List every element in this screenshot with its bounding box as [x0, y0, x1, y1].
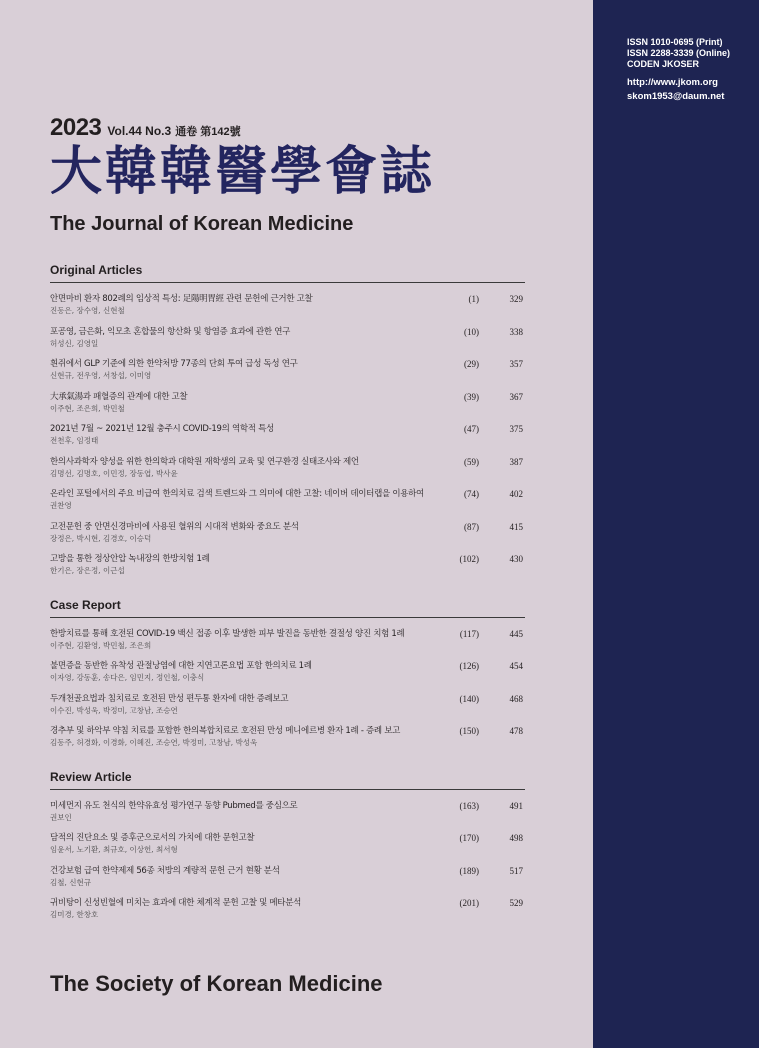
list-item — [50, 456, 525, 489]
list-item — [50, 326, 525, 359]
list-item — [50, 293, 525, 326]
article-page: 430 — [509, 554, 523, 564]
issue-volume: Vol.44 No.3 — [107, 124, 172, 138]
article-page: 387 — [509, 456, 523, 467]
article-title: 흰쥐에서 GLP 기준에 의한 한약처방 77종의 단회 투여 급성 독성 연구 — [50, 359, 298, 369]
article-page: 402 — [509, 489, 523, 499]
list-item — [50, 660, 525, 693]
article-number: (117) — [459, 628, 479, 639]
article-title: 건강보험 급여 한약제제 56종 처방의 계량적 문헌 근거 현황 분석 — [50, 865, 280, 876]
website-link[interactable]: http://www.jkom.org — [627, 77, 718, 88]
article-title: 포공영, 금은화, 익모초 혼합물의 항산화 및 항염증 효과에 관한 연구 — [50, 326, 291, 337]
article-authors: 권찬영 — [50, 501, 72, 510]
article-authors: 진동은, 장수영, 신현철 — [50, 306, 125, 315]
article-authors: 이주현, 조은희, 박민철 — [50, 403, 125, 413]
article-title: 두개천골요법과 침치료로 호전된 만성 편두통 환자에 대한 증례보고 — [50, 693, 289, 704]
article-authors: 신현규, 전우영, 서창섭, 이미영 — [50, 371, 152, 380]
article-title: 온라인 포털에서의 주요 비급여 한의치료 검색 트렌드와 그 의미에 대한 고찰: 네이버 데이터랩을 이용하여 — [50, 489, 424, 499]
article-authors: 권보인 — [50, 812, 72, 822]
section-title: Case Report — [50, 598, 525, 618]
article-page: 498 — [509, 833, 523, 843]
issn-print: ISSN 1010-0695 (Print) — [627, 37, 723, 47]
article-authors: 이주현, 김환영, 박민철, 조은희 — [50, 640, 152, 650]
list-item — [50, 553, 525, 586]
article-number: (163) — [459, 800, 479, 811]
toc-section — [50, 770, 525, 930]
article-page: 478 — [509, 726, 523, 736]
article-number: (201) — [459, 898, 479, 908]
right-sidebar-band — [593, 0, 759, 1048]
article-number: (102) — [459, 554, 479, 564]
article-page: 454 — [509, 661, 523, 671]
list-item — [50, 725, 525, 758]
article-authors: 김철, 신현규 — [50, 877, 91, 887]
article-title: 경추부 및 하악부 약침 치료를 포함한 한의복합치료로 호전된 만성 메니에르병 환자 1례 - 증례 보고 — [50, 726, 401, 736]
article-number: (189) — [459, 865, 479, 876]
issn-online: ISSN 2288-3339 (Online) — [627, 48, 731, 58]
article-title: 한방치료를 통해 호전된 COVID-19 백신 접종 이후 발생한 피부 발진을 동반한 결절성 양진 치험 1례 — [50, 628, 405, 639]
issue-serial: 通卷 第142號 — [175, 126, 241, 138]
publisher-name: The Society of Korean Medicine — [50, 971, 383, 996]
article-page: 415 — [509, 521, 523, 532]
publication-info — [627, 37, 757, 104]
article-page: 468 — [509, 693, 523, 704]
article-authors: 전천후, 임정태 — [50, 436, 99, 445]
article-authors: 이수진, 박성욱, 박정미, 고창남, 조승연 — [50, 705, 178, 715]
journal-title-english: The Journal of Korean Medicine — [50, 213, 354, 235]
article-page: 329 — [509, 294, 523, 304]
article-page: 357 — [509, 359, 523, 369]
article-authors: 임윤서, 노기환, 최규호, 이상헌, 최서형 — [50, 845, 178, 854]
issue-year: 2023 — [50, 114, 102, 141]
article-number: (126) — [459, 661, 479, 671]
article-title: 고전문헌 중 안면신경마비에 사용된 혈위의 시대적 변화와 중요도 분석 — [50, 521, 299, 532]
article-title: 大承氣湯과 패혈증의 관계에 대한 고찰 — [50, 391, 188, 402]
article-authors: 김동주, 허경화, 이경화, 이혜진, 조승연, 박정미, 고창남, 박성욱 — [50, 738, 258, 747]
list-item — [50, 897, 525, 930]
list-item — [50, 832, 525, 865]
section-title: Original Articles — [50, 263, 525, 283]
toc-section — [50, 598, 525, 758]
list-item — [50, 628, 525, 661]
toc-section — [50, 263, 525, 586]
list-item — [50, 488, 525, 521]
article-number: (29) — [464, 359, 479, 369]
article-page: 529 — [509, 898, 523, 908]
article-number: (39) — [464, 391, 479, 402]
coden: CODEN JKOSER — [627, 59, 700, 69]
issue-line — [50, 114, 241, 142]
list-item — [50, 693, 525, 726]
article-number: (59) — [464, 456, 479, 467]
email-link[interactable]: skom1953@daum.net — [627, 91, 725, 102]
article-number: (74) — [464, 489, 479, 499]
list-item — [50, 521, 525, 554]
journal-title-hanja: 大韓韓醫學會誌 — [50, 142, 436, 202]
article-authors: 이자영, 강동훈, 송다은, 임민지, 정인철, 이충식 — [50, 673, 205, 682]
list-item — [50, 391, 525, 424]
article-page: 445 — [509, 628, 523, 639]
article-page: 367 — [509, 391, 523, 402]
article-number: (47) — [464, 424, 479, 434]
article-authors: 장정은, 박시현, 김경호, 이승덕 — [50, 533, 152, 543]
article-number: (150) — [459, 726, 479, 736]
article-title: 한의사과학자 양성을 위한 한의학과 대학원 재학생의 교육 및 연구환경 실태조사와 제언 — [50, 456, 359, 467]
article-title: 안면마비 환자 802례의 임상적 특성: 足陽明胃經 관련 문헌에 근거한 고찰 — [50, 294, 313, 304]
list-item — [50, 423, 525, 456]
article-title: 담적의 진단요소 및 증후군으로서의 가치에 대한 문헌고찰 — [50, 833, 255, 843]
article-title: 고방을 통한 정상안압 녹내장의 한방치험 1례 — [50, 554, 210, 564]
article-number: (1) — [468, 294, 479, 304]
article-page: 375 — [509, 424, 523, 434]
article-title: 미세먼지 유도 천식의 한약유효성 평가연구 동향 Pubmed를 중심으로 — [50, 800, 298, 811]
list-item — [50, 358, 525, 391]
article-title: 귀비탕이 신성빈혈에 미치는 효과에 대한 체계적 문헌 고찰 및 메타분석 — [50, 898, 302, 908]
article-authors: 한기은, 장은정, 이근섭 — [50, 566, 125, 575]
section-title: Review Article — [50, 770, 525, 790]
article-title: 2021년 7월 ~ 2021년 12월 충주시 COVID-19의 역학적 특성 — [50, 424, 274, 434]
article-number: (10) — [464, 326, 479, 337]
article-number: (170) — [459, 833, 479, 843]
article-list — [50, 618, 525, 758]
article-number: (87) — [464, 521, 479, 532]
table-of-contents — [50, 263, 525, 930]
article-page: 517 — [509, 865, 523, 876]
article-list — [50, 790, 525, 930]
article-page: 338 — [509, 326, 523, 337]
article-title: 불면증을 동반한 유착성 관절낭염에 대한 지연고론요법 포함 한의치료 1례 — [50, 661, 312, 671]
article-number: (140) — [459, 693, 479, 704]
article-authors: 김미경, 한창호 — [50, 910, 99, 919]
list-item — [50, 800, 525, 833]
article-authors: 허성신, 김영일 — [50, 338, 99, 348]
article-authors: 김명선, 김명호, 이민정, 장동엽, 박사윤 — [50, 468, 178, 478]
list-item — [50, 865, 525, 898]
article-list — [50, 283, 525, 586]
article-page: 491 — [509, 800, 523, 811]
